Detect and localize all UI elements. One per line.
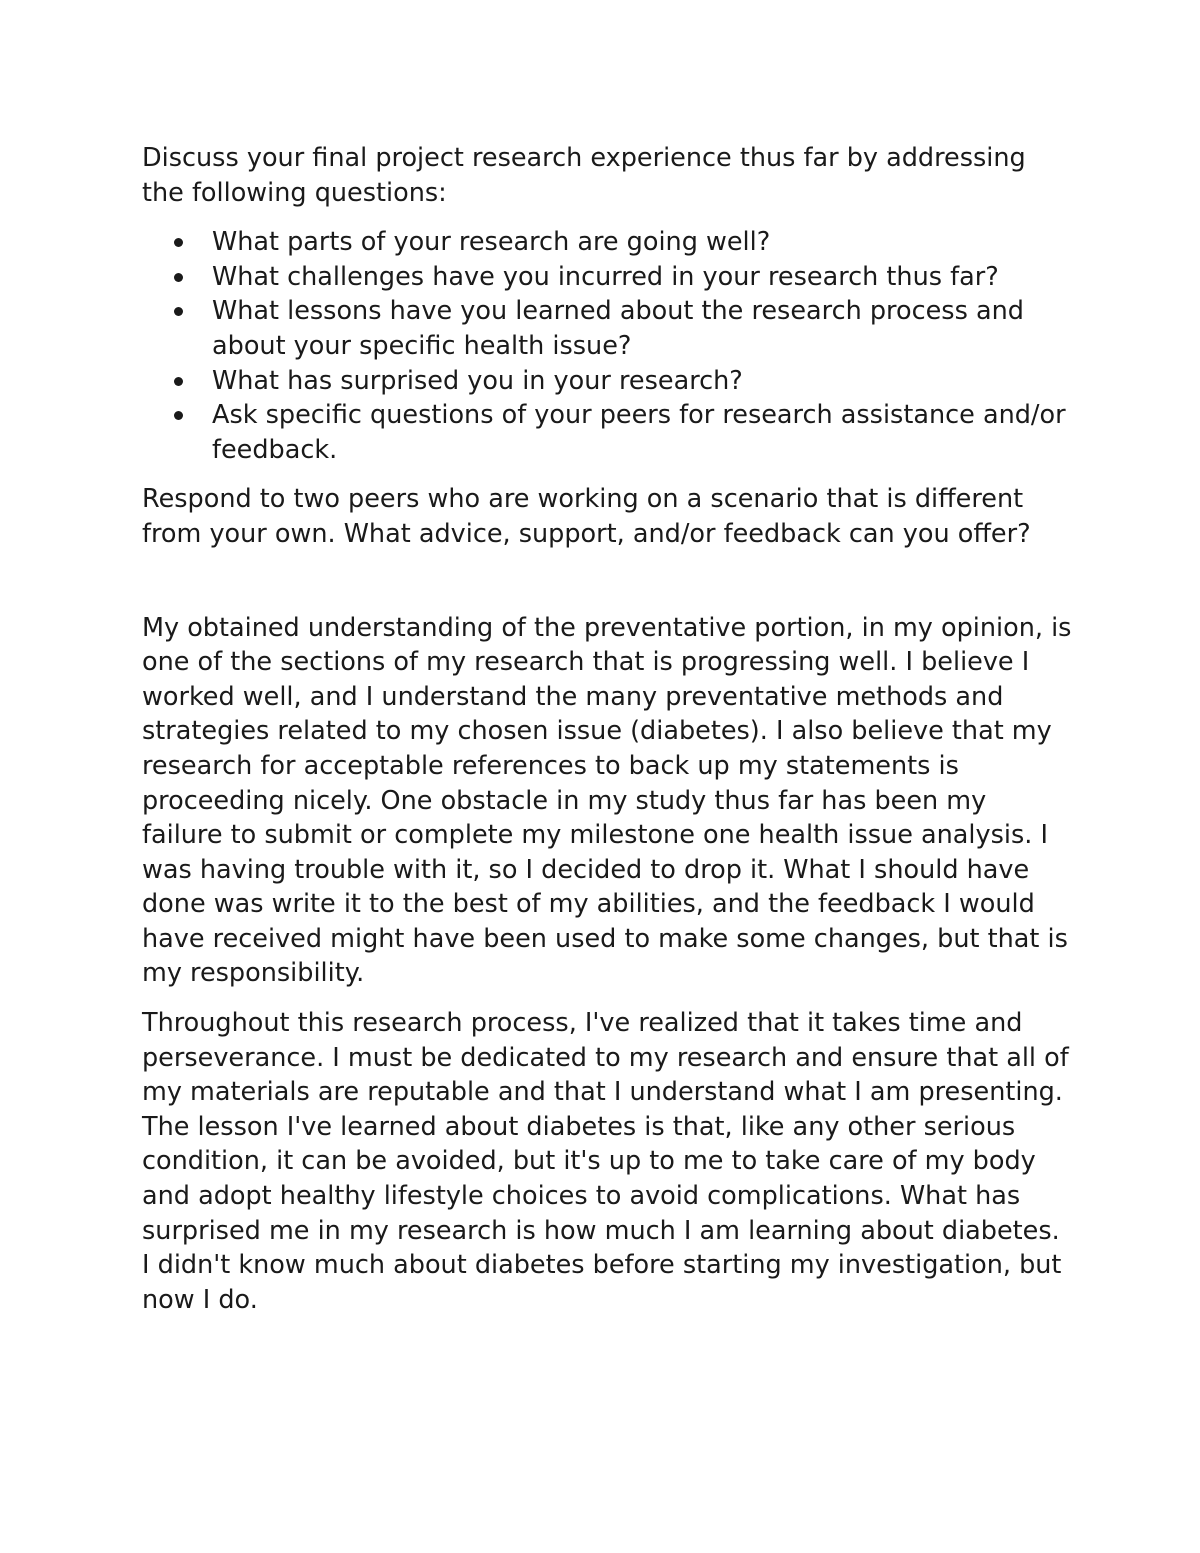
question-text: Ask specific questions of your peers for research assistance and/or feedback. — [212, 400, 1066, 465]
question-text: What challenges have you incurred in your research thus far? — [212, 261, 999, 292]
question-text: What parts of your research are going well? — [212, 227, 771, 258]
list-item — [212, 398, 1072, 467]
document-body — [142, 141, 1072, 1332]
list-item — [212, 225, 1072, 260]
list-item — [212, 260, 1072, 295]
question-list — [142, 225, 1072, 467]
prompt-peer-instructions: Respond to two peers who are working on a scenario that is different from your own. What advice, support, and/or feedback can you offer? — [142, 484, 1031, 549]
response-paragraph-2: Throughout this research process, I've realized that it takes time and perseverance. I must be dedicated to my research and ensure that all of my materials are reputable and that I understand what I am presenting. The lesson I've learned about diabetes is that, like any other serious condition, it can be avoided, but it's up to me to take care of my body and adopt healthy lifestyle choices to avoid complications. What has surprised me in my research is how much I am learning about diabetes. I didn't know much about diabetes before starting my investigation, but now I do. — [142, 1008, 1069, 1315]
response-paragraph-1: My obtained understanding of the preventative portion, in my opinion, is one of the sections of my research that is progressing well. I believe I worked well, and I understand the many preventative methods and strategies related to my chosen issue (diabetes). I also believe that my research for acceptable references to back up my statements is proceeding nicely. One obstacle in my study thus far has been my failure to submit or complete my milestone one health issue analysis. I was having trouble with it, so I decided to drop it. What I should have done was write it to the best of my abilities, and the feedback I would have received might have been used to make some changes, but that is my responsibility. — [142, 612, 1072, 989]
question-text: What lessons have you learned about the research process and about your specific health issue? — [212, 296, 1024, 361]
list-item — [212, 294, 1072, 363]
list-item — [212, 364, 1072, 399]
prompt-intro: Discuss your final project research experience thus far by addressing the following questions: — [142, 143, 1026, 208]
question-text: What has surprised you in your research? — [212, 365, 743, 396]
